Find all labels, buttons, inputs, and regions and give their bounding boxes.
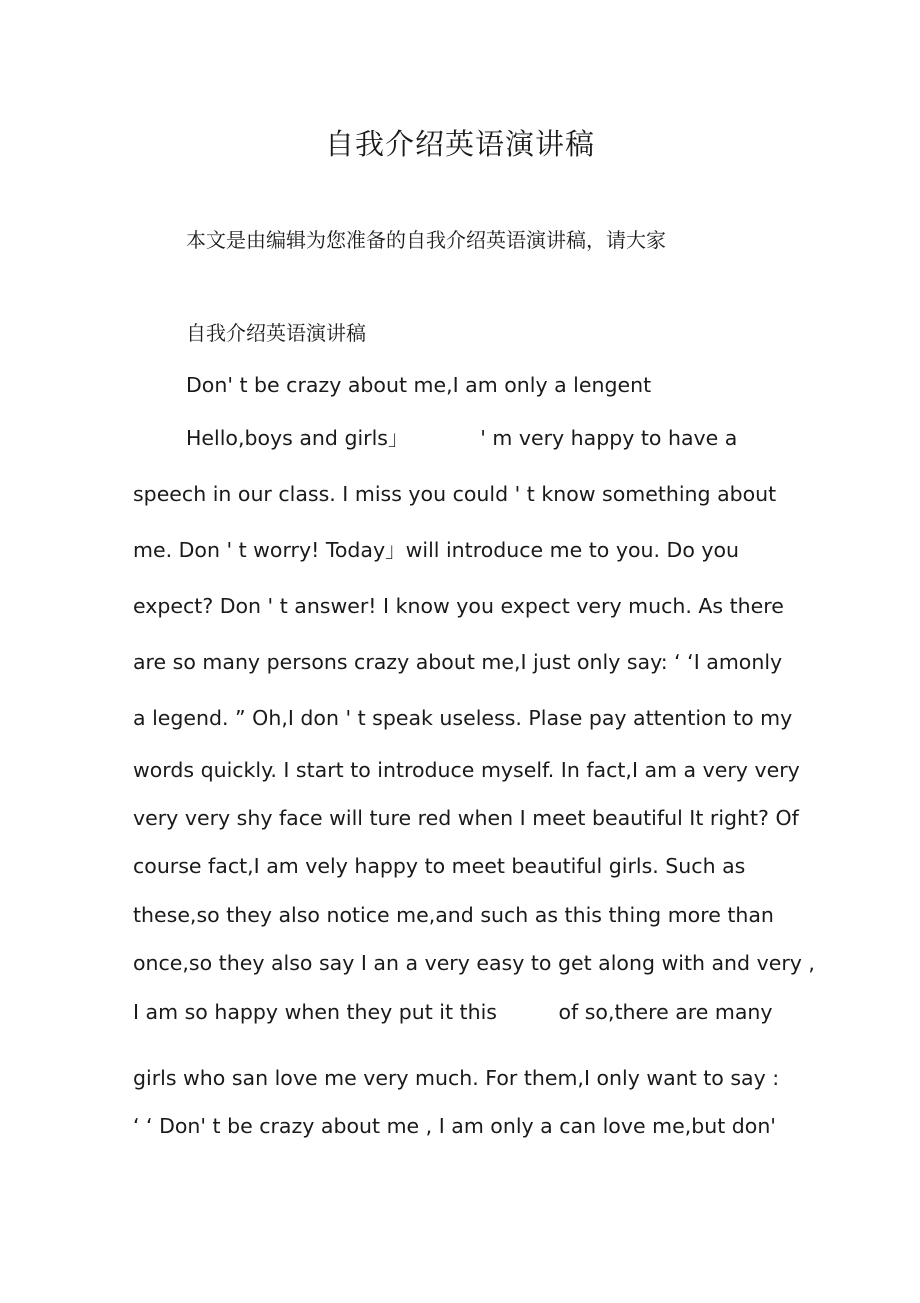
body-line: are so many persons crazy about me,I just only say: ‘ ‘I amonly: [133, 650, 783, 674]
body-line: speech in our class. I miss you could ' t know something about: [133, 482, 777, 506]
body-line: girls who san love me very much. For them,I only want to say :: [133, 1066, 780, 1090]
document-title: 自我介绍英语演讲稿: [324, 127, 595, 161]
body-line: once,so they also say I an a very easy to get along with and very ,: [133, 951, 815, 975]
body-line: me. Don ' t worry! Today」will introduce me to you. Do you: [133, 538, 740, 562]
body-line: Hello,boys and girls」 ' m very happy to have a: [186, 426, 738, 450]
body-line: course fact,I am vely happy to meet beautiful girls. Such as: [133, 854, 746, 878]
body-line: a legend. ” Oh,I don ' t speak useless. Plase pay attention to my: [133, 706, 793, 730]
body-line: expect? Don ' t answer! I know you expect very much. As there: [133, 594, 784, 618]
body-line: ‘ ‘ Don' t be crazy about me , I am only a can love me,but don': [133, 1114, 776, 1138]
intro-paragraph: 本文是由编辑为您准备的自我介绍英语演讲稿，请大家: [186, 228, 666, 252]
body-line: these,so they also notice me,and such as this thing more than: [133, 903, 774, 927]
subheading: 自我介绍英语演讲稿: [186, 321, 366, 345]
body-line: I am so happy when they put it this of so,there are many: [133, 1000, 773, 1024]
body-line: very very shy face will ture red when I meet beautiful It right? Of: [133, 806, 799, 830]
tagline: Don' t be crazy about me,I am only a lengent: [186, 373, 652, 397]
body-line: words quickly. I start to introduce myself. In fact,I am a very very: [133, 758, 800, 782]
